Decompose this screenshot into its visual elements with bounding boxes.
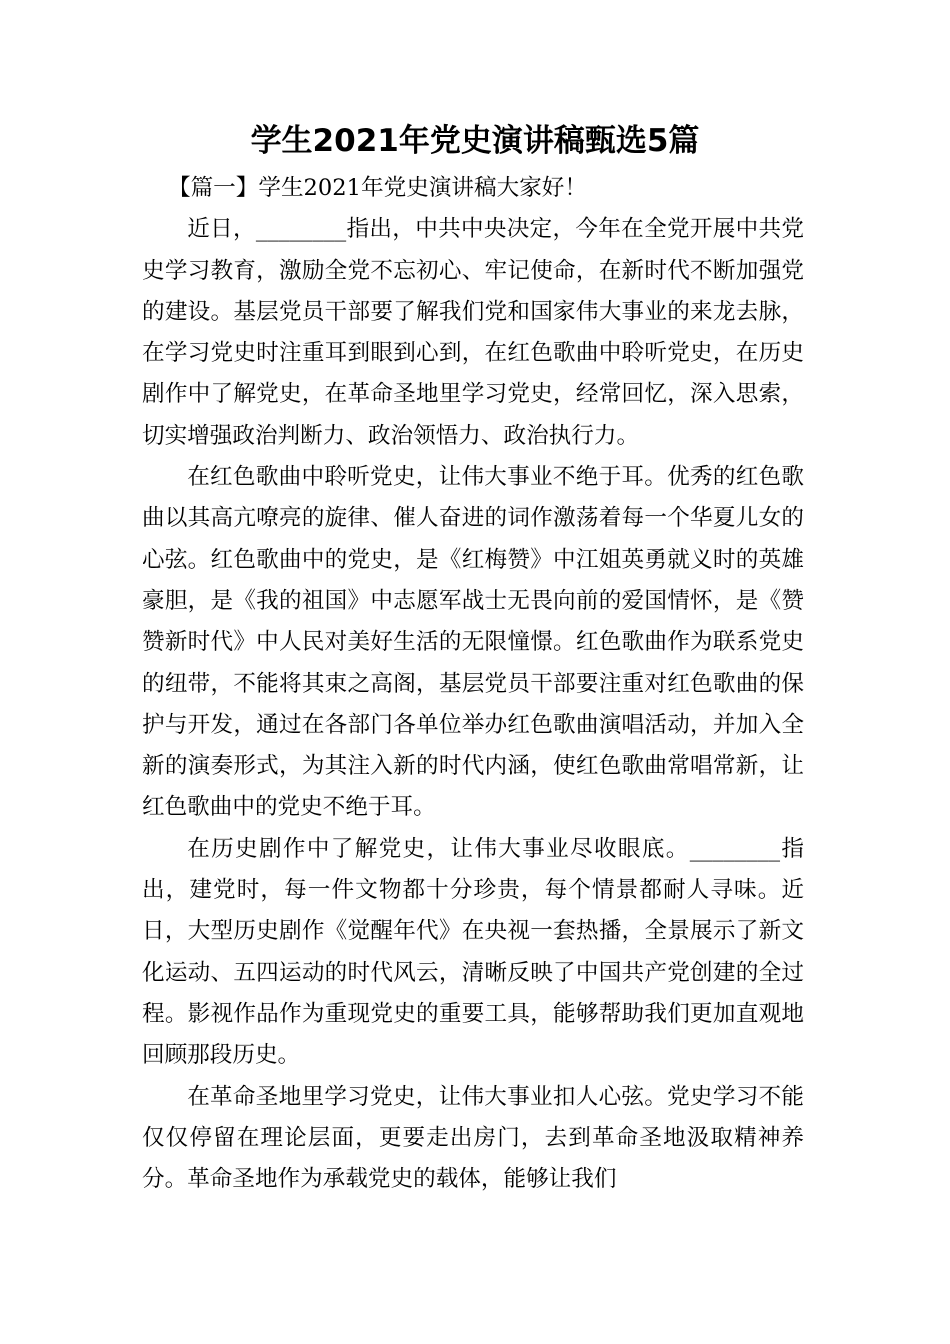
paragraph-intro: 近日，________指出，中共中央决定，今年在全党开展中共党史学习教育，激励全党不忘初心、牢记使命，在新时代不断加强党的建设。基层党员干部要了解我们党和国家伟大事业的来龙去脉，在学习党史时注重耳到眼到心到，在红色歌曲中聆听党史，在历史剧作中了解党史，在革命圣地里学习党史，经常回忆，深入思索，切实增强政治判断力、政治领悟力、政治执行力。	[142, 216, 804, 449]
document-title: 学生2021年党史演讲稿甄选5篇	[250, 123, 700, 159]
paragraph-history-drama: 在历史剧作中了解党史，让伟大事业尽收眼底。________指出，建党时，每一件文物都十分珍贵，每个情景都耐人寻味。近日，大型历史剧作《觉醒年代》在央视一套热播，全景展示了新文化运动、五四运动的时代风云，清晰反映了中国共产党创建的全过程。影视作品作为重现党史的重要工具，能够帮助我们更加直观地回顾那段历史。	[142, 835, 804, 1069]
paragraph-red-songs: 在红色歌曲中聆听党史，让伟大事业不绝于耳。优秀的红色歌曲以其高亢嘹亮的旋律、催人奋进的词作激荡着每一个华夏儿女的心弦。红色歌曲中的党史，是《红梅赞》中江姐英勇就义时的英雄豪胆，是《我的祖国》中志愿军战士无畏向前的爱国情怀，是《赞赞新时代》中人民对美好生活的无限憧憬。红色歌曲作为联系党史的纽带，不能将其束之高阁，基层党员干部要注重对红色歌曲的保护与开发，通过在各部门各单位举办红色歌曲演唱活动，并加入全新的演奏形式，为其注入新的时代内涵，使红色歌曲常唱常新，让红色歌曲中的党史不绝于耳。	[142, 464, 804, 821]
paragraph-revolutionary-sites: 在革命圣地里学习党史，让伟大事业扣人心弦。党史学习不能仅仅停留在理论层面，更要走出房门，去到革命圣地汲取精神养分。革命圣地作为承载党史的载体，能够让我们	[142, 1083, 804, 1193]
section-heading: 【篇一】学生2021年党史演讲稿大家好！	[167, 175, 587, 201]
document-body	[142, 168, 804, 1200]
